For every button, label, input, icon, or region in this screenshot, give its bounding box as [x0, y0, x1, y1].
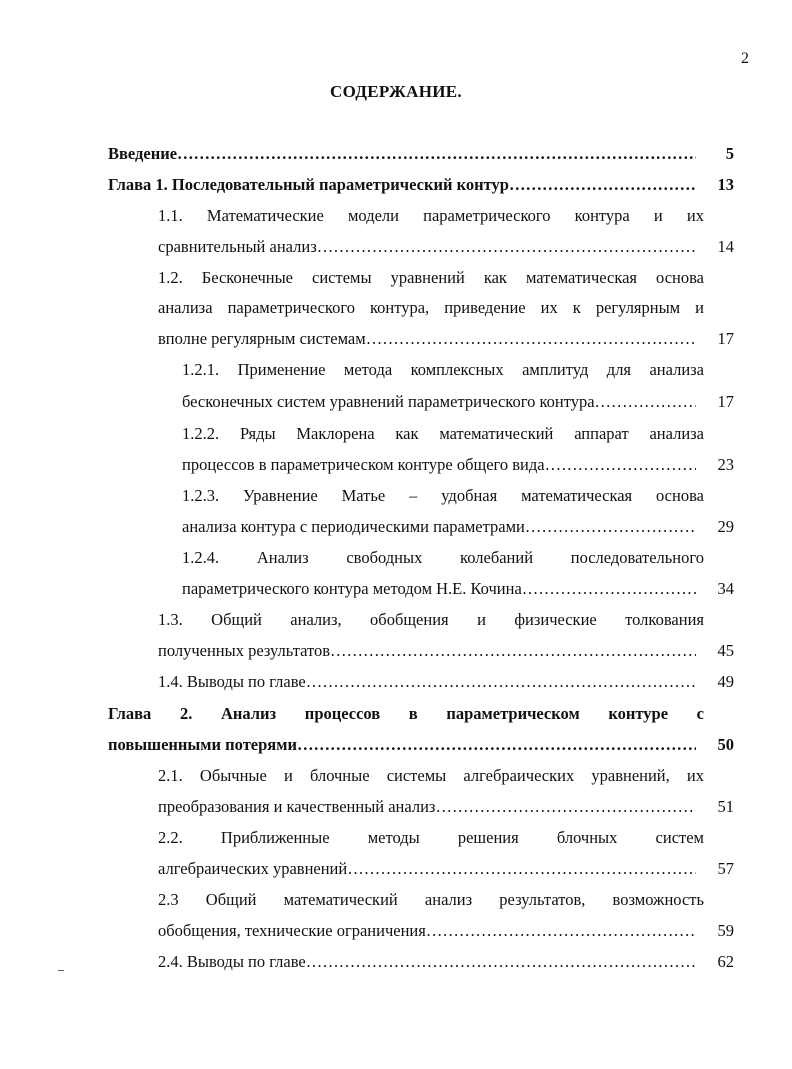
toc-page-number: 51 [717, 797, 734, 816]
toc-page-number: 23 [717, 455, 734, 474]
toc-page-number: 17 [717, 392, 734, 411]
toc-page-number: 62 [717, 952, 734, 971]
toc-entry-text: вполне регулярным системам [158, 329, 366, 348]
toc-entry-text: Введение [108, 144, 178, 163]
dot-leader [426, 919, 696, 943]
toc-entry-text: 2.4. Выводы по главе [158, 952, 306, 971]
toc-entry-chapter-2-line1: Глава 2. Анализ процессов в параметрическом контуре с [108, 704, 704, 723]
toc-entry-1-1-line1: 1.1. Математические модели параметрического контура и их [158, 206, 704, 225]
toc-entry-1-2-4-line1: 1.2.4. Анализ свободных колебаний последовательного [182, 548, 704, 567]
dot-leader [330, 639, 696, 663]
toc-page-number: 34 [717, 579, 734, 598]
toc-entry-2-3-line1: 2.3 Общий математический анализ результатов, возможность [158, 890, 704, 909]
toc-entry-1-2-line1: 1.2. Бесконечные системы уравнений как математическая основа [158, 268, 704, 287]
toc-entry-text: параметрического контура методом Н.Е. Кочина [182, 579, 522, 598]
toc-entry-text: обобщения, технические ограничения [158, 921, 426, 940]
toc-entry-text: анализа контура с периодическими параметрами [182, 517, 525, 536]
toc-entry-2-1[interactable] [158, 795, 734, 819]
dot-leader [306, 950, 696, 974]
toc-entry-1-2[interactable] [158, 327, 734, 351]
toc-entry-2-4[interactable] [158, 950, 734, 974]
page-number: 2 [741, 50, 749, 67]
toc-entry-introduction[interactable] [108, 142, 734, 166]
toc-page-number: 49 [717, 672, 734, 691]
toc-page-number: 14 [717, 237, 734, 256]
toc-entry-text: Глава 1. Последовательный параметрический контур [108, 175, 509, 194]
toc-entry-1-2-1[interactable] [182, 390, 734, 414]
dot-leader [525, 515, 696, 539]
toc-page-number: 57 [717, 859, 734, 878]
toc-entry-text: алгебраических уравнений [158, 859, 348, 878]
toc-entry-chapter-2[interactable] [108, 733, 734, 757]
dot-leader [177, 142, 696, 166]
dot-leader [317, 235, 696, 259]
scan-artifact [58, 970, 64, 971]
toc-page-number: 45 [717, 641, 734, 660]
toc-entry-1-2-3-line1: 1.2.3. Уравнение Матье – удобная математическая основа [182, 486, 704, 505]
toc-page-number: 59 [717, 921, 734, 940]
toc-entry-1-2-2-line1: 1.2.2. Ряды Маклорена как математический аппарат анализа [182, 424, 704, 443]
dot-leader [366, 327, 696, 351]
page-title: СОДЕРЖАНИЕ. [330, 82, 462, 101]
toc-entry-1-2-line2: анализа параметрического контура, приведение их к регулярным и [158, 298, 704, 317]
dot-leader [297, 733, 696, 757]
toc-entry-1-2-1-line1: 1.2.1. Применение метода комплексных амплитуд для анализа [182, 360, 704, 379]
dot-leader [306, 670, 696, 694]
toc-entry-text: преобразования и качественный анализ [158, 797, 436, 816]
toc-page-number: 5 [725, 144, 734, 163]
dot-leader [509, 173, 696, 197]
toc-page-number: 17 [717, 329, 734, 348]
toc-entry-1-2-4[interactable] [182, 577, 734, 601]
toc-entry-2-3[interactable] [158, 919, 734, 943]
toc-page-number: 50 [717, 735, 734, 754]
toc-page-number: 29 [717, 517, 734, 536]
dot-leader [595, 390, 696, 414]
toc-entry-2-2-line1: 2.2. Приближенные методы решения блочных систем [158, 828, 704, 847]
toc-entry-chapter-1[interactable] [108, 173, 734, 197]
toc-entry-1-2-2[interactable] [182, 453, 734, 477]
toc-entry-2-1-line1: 2.1. Обычные и блочные системы алгебраических уравнений, их [158, 766, 704, 785]
toc-entry-text: бесконечных систем уравнений параметрического контура [182, 392, 595, 411]
toc-entry-1-1[interactable] [158, 235, 734, 259]
dot-leader [347, 857, 696, 881]
toc-entry-text: 1.4. Выводы по главе [158, 672, 306, 691]
dot-leader [522, 577, 696, 601]
toc-entry-1-2-3[interactable] [182, 515, 734, 539]
toc-entry-text: процессов в параметрическом контуре общего вида [182, 455, 545, 474]
toc-entry-text: повышенными потерями [108, 735, 297, 754]
toc-entry-1-3-line1: 1.3. Общий анализ, обобщения и физические толкования [158, 610, 704, 629]
toc-entry-1-3[interactable] [158, 639, 734, 663]
dot-leader [545, 453, 696, 477]
dot-leader [435, 795, 696, 819]
toc-entry-text: полученных результатов [158, 641, 331, 660]
toc-page-number: 13 [717, 175, 734, 194]
toc-entry-text: сравнительный анализ [158, 237, 317, 256]
toc-entry-1-4[interactable] [158, 670, 734, 694]
toc-entry-2-2[interactable] [158, 857, 734, 881]
